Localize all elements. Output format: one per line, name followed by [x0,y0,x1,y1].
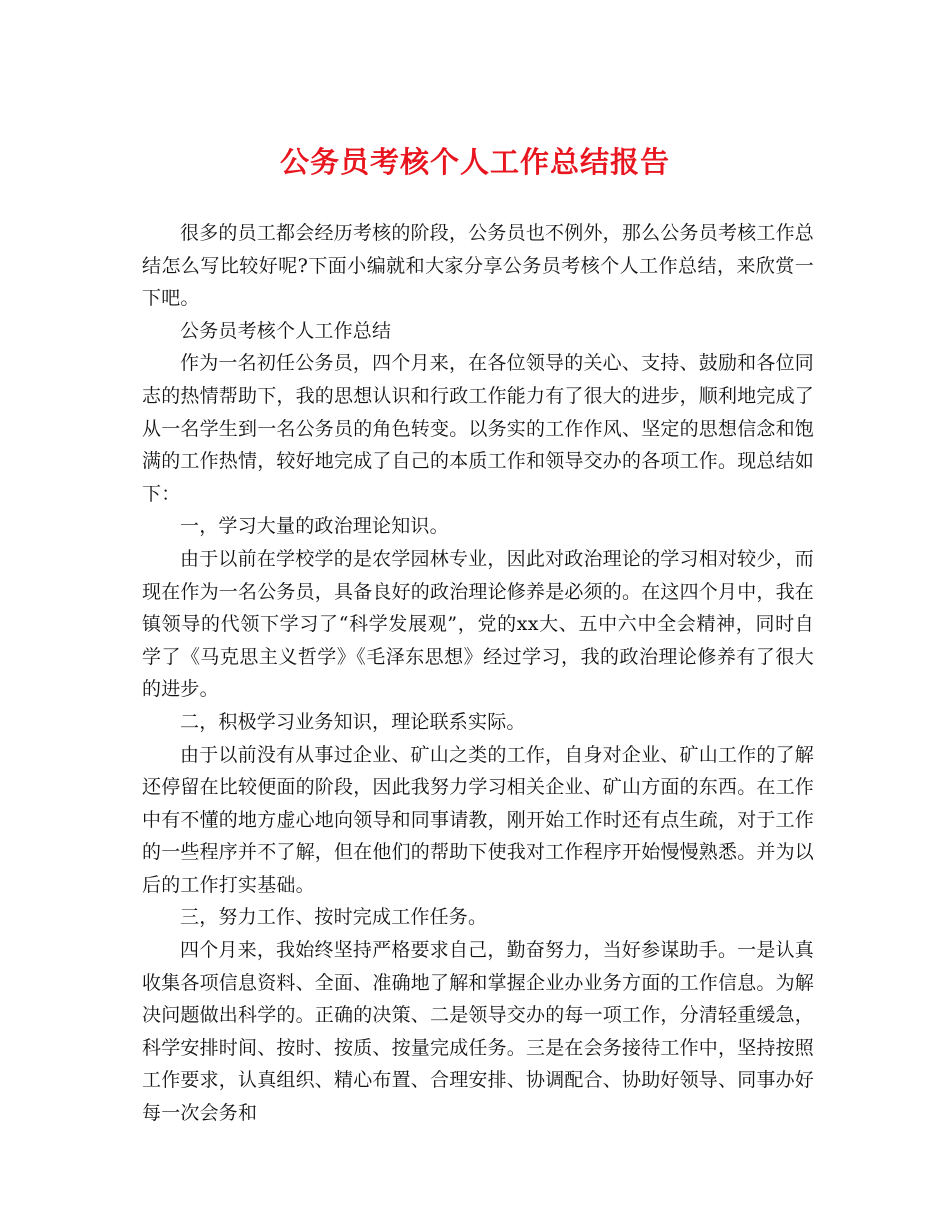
overview-paragraph: 作为一名初任公务员，四个月来，在各位领导的关心、支持、鼓励和各位同志的热情帮助下，我的思想认识和行政工作能力有了很大的进步，顺利地完成了从一名学生到一名公务员的角色转变。以务实的工作作风、坚定的思想信念和饱满的工作热情，较好地完成了自己的本质工作和领导交办的各项工作。现总结如下： [142,352,815,505]
subheading-paragraph: 公务员考核个人工作总结 [180,319,392,342]
document-body [142,217,814,1130]
section-three-heading: 三，努力工作、按时完成工作任务。 [180,906,488,929]
section-one-paragraph: 由于以前在学校学的是农学园林专业，因此对政治理论的学习相对较少，而现在作为一名公务员，具备良好的政治理论修养是必须的。在这四个月中，我在镇领导的代领下学习了“科学发展观”，党的xx大、五中六中全会精神，同时自学了《马克思主义哲学》《毛泽东思想》经过学习，我的政治理论修养有了很大的进步。 [142,547,815,701]
section-two-paragraph: 由于以前没有从事过企业、矿山之类的工作，自身对企业、矿山工作的了解还停留在比较便面的阶段，因此我努力学习相关企业、矿山方面的东西。在工作中有不懂的地方虚心地向领导和同事请教，刚开始工作时还有点生疏，对于工作的一些程序并不了解，但在他们的帮助下使我对工作程序开始慢慢熟悉。并为以后的工作打实基础。 [142,743,815,896]
intro-paragraph: 很多的员工都会经历考核的阶段，公务员也不例外，那么公务员考核工作总结怎么写比较好呢?下面小编就和大家分享公务员考核个人工作总结，来欣赏一下吧。 [142,222,814,310]
section-three-paragraph: 四个月来，我始终坚持严格要求自己，勤奋努力，当好参谋助手。一是认真收集各项信息资料、全面、准确地了解和掌握企业办业务方面的工作信息。为解决问题做出科学的。正确的决策、二是领导交办的每一项工作，分清轻重缓急，科学安排时间、按时、按质、按量完成任务。三是在会务接待工作中，坚持按照工作要求，认真组织、精心布置、合理安排、协调配合、协助好领导、同事办好每一次会务和 [142,939,815,1125]
document-title: 公务员考核个人工作总结报告 [279,145,670,179]
section-one-heading: 一，学习大量的政治理论知识。 [180,515,449,538]
section-two-heading: 二，积极学习业务知识，理论联系实际。 [180,710,526,733]
